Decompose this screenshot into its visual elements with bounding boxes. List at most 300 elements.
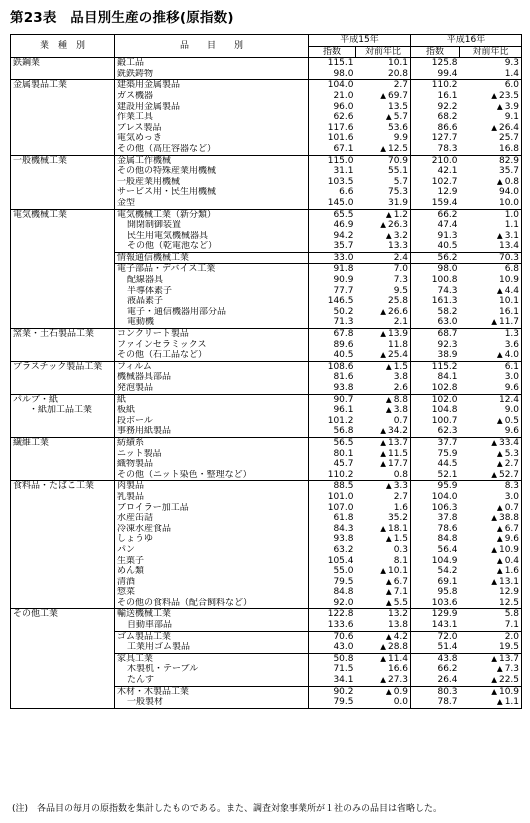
cell-value: 9.1 xyxy=(504,112,520,123)
index-h16 xyxy=(411,286,460,297)
index-h16 xyxy=(411,372,460,383)
negative-triangle-icon: ▲ xyxy=(385,209,392,219)
cell-value: 43.0 xyxy=(333,642,354,653)
industry-cell xyxy=(11,449,115,460)
cell-value: 28.8 xyxy=(387,642,409,653)
change-h16 xyxy=(460,220,522,231)
cell-value: 7.3 xyxy=(393,275,409,286)
cell-value: 88.5 xyxy=(333,481,354,492)
cell-value: 146.5 xyxy=(327,296,354,307)
table-row xyxy=(11,155,522,166)
negative-triangle-icon: ▲ xyxy=(380,653,386,663)
industry-cell xyxy=(11,620,115,631)
index-h16 xyxy=(411,524,460,535)
change-h16 xyxy=(460,426,522,437)
industry-cell xyxy=(11,350,115,361)
table-row xyxy=(11,394,522,405)
header-year-h15: 平成15年 xyxy=(309,35,411,47)
index-h15 xyxy=(309,372,356,383)
item-name: ゴム製品工業 xyxy=(115,631,309,642)
change-h16 xyxy=(460,492,522,503)
cell-value: 26.6 xyxy=(387,306,409,317)
index-h15 xyxy=(309,416,356,427)
change-h15 xyxy=(356,631,411,642)
cell-value: 47.4 xyxy=(437,220,458,231)
cell-value: 50.2 xyxy=(333,306,354,317)
industry-cell xyxy=(11,144,115,155)
item-name: 金属工作機械 xyxy=(115,155,309,166)
cell-value: 25.8 xyxy=(387,296,409,307)
index-h15 xyxy=(309,329,356,340)
negative-triangle-icon: ▲ xyxy=(496,502,503,512)
item-name: その他（石工品など） xyxy=(115,350,309,361)
table-row xyxy=(11,598,522,609)
change-h15 xyxy=(356,513,411,524)
cell-value: 94.0 xyxy=(498,187,520,198)
cell-value: 79.5 xyxy=(333,697,354,708)
change-h15 xyxy=(356,241,411,252)
index-h15 xyxy=(309,91,356,102)
index-h15 xyxy=(309,587,356,598)
change-h15 xyxy=(356,361,411,372)
item-name: 木材・木製品工業 xyxy=(115,686,309,697)
index-h16 xyxy=(411,133,460,144)
cell-value: 108.6 xyxy=(327,361,354,372)
cell-value: 13.1 xyxy=(498,576,520,587)
cell-value: 1.6 xyxy=(393,502,409,513)
industry-cell: ・紙加工品工業 xyxy=(11,405,115,416)
cell-value: 52.7 xyxy=(498,469,520,480)
item-name: 一般製材 xyxy=(115,697,309,708)
table-row xyxy=(11,642,522,653)
industry-cell: パルプ・紙 xyxy=(11,394,115,405)
negative-triangle-icon: ▲ xyxy=(380,350,386,360)
item-name: 紡績糸 xyxy=(115,437,309,448)
cell-value: 46.9 xyxy=(333,220,354,231)
change-h16 xyxy=(460,329,522,340)
cell-value: 2.6 xyxy=(393,383,409,393)
industry-cell xyxy=(11,664,115,675)
change-h15 xyxy=(356,664,411,675)
index-h16 xyxy=(411,123,460,134)
negative-triangle-icon: ▲ xyxy=(380,90,386,100)
cell-value: 94.2 xyxy=(333,230,354,241)
cell-value: 104.0 xyxy=(327,80,354,91)
item-name: しょうゆ xyxy=(115,534,309,545)
index-h16 xyxy=(411,177,460,188)
index-h16 xyxy=(411,577,460,588)
table-row xyxy=(11,133,522,144)
industry-cell xyxy=(11,123,115,134)
cell-value: 96.1 xyxy=(333,405,354,416)
item-name: ファインセラミックス xyxy=(115,340,309,351)
industry-cell xyxy=(11,577,115,588)
industry-cell xyxy=(11,545,115,556)
index-h15 xyxy=(309,513,356,524)
cell-value: 91.8 xyxy=(333,264,354,275)
index-h15 xyxy=(309,642,356,653)
cell-value: 33.0 xyxy=(333,252,354,263)
industry-cell xyxy=(11,177,115,188)
item-name: 作業工具 xyxy=(115,112,309,123)
cell-value: 78.6 xyxy=(437,523,458,534)
index-h15 xyxy=(309,123,356,134)
industry-cell xyxy=(11,426,115,437)
cell-value: 26.4 xyxy=(498,122,520,133)
negative-triangle-icon: ▲ xyxy=(380,523,386,533)
change-h15 xyxy=(356,80,411,91)
change-h15 xyxy=(356,653,411,664)
cell-value: 10.9 xyxy=(498,275,520,286)
negative-triangle-icon: ▲ xyxy=(380,426,386,436)
index-h15 xyxy=(309,231,356,242)
table-row xyxy=(11,664,522,675)
index-h15 xyxy=(309,697,356,708)
cell-value: 6.8 xyxy=(504,264,520,275)
cell-value: 2.0 xyxy=(504,631,520,642)
negative-triangle-icon: ▲ xyxy=(491,317,497,327)
cell-value: 2.7 xyxy=(504,459,520,470)
cell-value: 68.2 xyxy=(437,112,458,123)
negative-triangle-icon: ▲ xyxy=(491,686,497,696)
cell-value: 44.5 xyxy=(437,459,458,470)
item-name: 鍛工品 xyxy=(115,58,309,69)
negative-triangle-icon: ▲ xyxy=(380,437,386,447)
negative-triangle-icon: ▲ xyxy=(385,576,392,586)
index-h16 xyxy=(411,209,460,220)
cell-value: 6.6 xyxy=(339,187,354,198)
cell-value: 92.0 xyxy=(333,597,354,608)
item-name: 織物製品 xyxy=(115,459,309,470)
cell-value: 25.4 xyxy=(387,350,409,361)
item-name: ニット製品 xyxy=(115,449,309,460)
cell-value: 159.4 xyxy=(431,197,458,208)
negative-triangle-icon: ▲ xyxy=(491,653,497,663)
industry-cell: その他工業 xyxy=(11,609,115,620)
change-h15 xyxy=(356,220,411,231)
index-h15 xyxy=(309,503,356,514)
cell-value: 99.4 xyxy=(437,68,458,79)
negative-triangle-icon: ▲ xyxy=(496,230,503,240)
item-name: 一般産業用機械 xyxy=(115,177,309,188)
table-row xyxy=(11,198,522,209)
cell-value: 0.5 xyxy=(504,415,520,426)
cell-value: 37.7 xyxy=(437,437,458,448)
index-h16 xyxy=(411,437,460,448)
cell-value: 90.9 xyxy=(333,275,354,286)
cell-value: 70.3 xyxy=(498,252,520,263)
item-name: 段ボール xyxy=(115,416,309,427)
change-h15 xyxy=(356,177,411,188)
index-h15 xyxy=(309,556,356,567)
cell-value: 78.3 xyxy=(437,143,458,154)
change-h16 xyxy=(460,513,522,524)
cell-value: 1.0 xyxy=(504,209,520,220)
index-h16 xyxy=(411,317,460,328)
negative-triangle-icon: ▲ xyxy=(496,459,503,469)
change-h16 xyxy=(460,503,522,514)
change-h15 xyxy=(356,112,411,123)
index-h15 xyxy=(309,631,356,642)
index-h15 xyxy=(309,58,356,69)
index-h16 xyxy=(411,58,460,69)
negative-triangle-icon: ▲ xyxy=(380,306,386,316)
cell-value: 0.0 xyxy=(393,697,409,708)
cell-value: 4.0 xyxy=(504,350,520,361)
index-h16 xyxy=(411,513,460,524)
negative-triangle-icon: ▲ xyxy=(385,534,392,544)
item-name: 情報通信機械工業 xyxy=(115,252,309,264)
index-h16 xyxy=(411,566,460,577)
cell-value: 125.8 xyxy=(431,58,458,69)
industry-cell xyxy=(11,91,115,102)
item-name: フィルム xyxy=(115,361,309,372)
cell-value: 106.3 xyxy=(431,502,458,513)
item-name: 銑鉄鋳物 xyxy=(115,69,309,80)
cell-value: 7.0 xyxy=(393,264,409,275)
index-h16 xyxy=(411,155,460,166)
item-name: 冷凍水産食品 xyxy=(115,524,309,535)
cell-value: 13.7 xyxy=(387,437,409,448)
change-h16 xyxy=(460,102,522,113)
cell-value: 13.2 xyxy=(387,609,409,620)
change-h15 xyxy=(356,155,411,166)
table-row xyxy=(11,102,522,113)
table-row xyxy=(11,112,522,123)
negative-triangle-icon: ▲ xyxy=(385,230,392,240)
industry-cell xyxy=(11,317,115,328)
table-row xyxy=(11,177,522,188)
industry-cell xyxy=(11,631,115,642)
cell-value: 9.6 xyxy=(504,426,520,437)
cell-value: 74.3 xyxy=(437,285,458,296)
industry-cell xyxy=(11,112,115,123)
change-h16 xyxy=(460,437,522,448)
industry-cell: 窯業・土石製品工業 xyxy=(11,329,115,340)
change-h15 xyxy=(356,620,411,631)
cell-value: 1.5 xyxy=(393,361,409,372)
cell-value: 2.4 xyxy=(393,252,409,263)
change-h15 xyxy=(356,209,411,220)
index-h15 xyxy=(309,664,356,675)
negative-triangle-icon: ▲ xyxy=(491,437,497,447)
cell-value: 71.5 xyxy=(333,664,354,675)
cell-value: 104.8 xyxy=(431,405,458,416)
table-row xyxy=(11,503,522,514)
change-h15 xyxy=(356,123,411,134)
index-h15 xyxy=(309,166,356,177)
table-row xyxy=(11,372,522,383)
cell-value: 115.2 xyxy=(431,361,458,372)
change-h16 xyxy=(460,307,522,318)
negative-triangle-icon: ▲ xyxy=(496,534,503,544)
table-row xyxy=(11,437,522,448)
table-row xyxy=(11,329,522,340)
cell-value: 101.6 xyxy=(327,133,354,144)
negative-triangle-icon: ▲ xyxy=(491,576,497,586)
cell-value: 72.0 xyxy=(437,631,458,642)
index-h16 xyxy=(411,426,460,437)
change-h15 xyxy=(356,91,411,102)
cell-value: 84.1 xyxy=(437,372,458,383)
item-name: 輸送機械工業 xyxy=(115,609,309,620)
change-h15 xyxy=(356,481,411,492)
cell-value: 3.2 xyxy=(393,230,409,241)
change-h15 xyxy=(356,492,411,503)
cell-value: 19.5 xyxy=(498,642,520,653)
cell-value: 56.5 xyxy=(333,437,354,448)
change-h16 xyxy=(460,631,522,642)
change-h15 xyxy=(356,187,411,198)
index-h15 xyxy=(309,383,356,394)
change-h15 xyxy=(356,144,411,155)
cell-value: 2.7 xyxy=(393,80,409,91)
change-h16 xyxy=(460,587,522,598)
change-h15 xyxy=(356,642,411,653)
index-h16 xyxy=(411,609,460,620)
cell-value: 16.8 xyxy=(498,143,520,154)
change-h16 xyxy=(460,653,522,664)
cell-value: 75.3 xyxy=(387,187,409,198)
index-h15 xyxy=(309,209,356,220)
change-h15 xyxy=(356,524,411,535)
header-index-h15: 指数 xyxy=(309,46,356,58)
change-h16 xyxy=(460,481,522,492)
index-h15 xyxy=(309,317,356,328)
index-h15 xyxy=(309,286,356,297)
cell-value: 7.3 xyxy=(504,664,520,675)
index-h15 xyxy=(309,241,356,252)
industry-cell xyxy=(11,102,115,113)
index-h16 xyxy=(411,80,460,91)
header-change-h16: 対前年比 xyxy=(460,46,522,58)
change-h15 xyxy=(356,503,411,514)
industry-cell: 一般機械工業 xyxy=(11,155,115,166)
index-h16 xyxy=(411,264,460,275)
cell-value: 31.1 xyxy=(333,166,354,177)
cell-value: 3.8 xyxy=(393,405,409,416)
header-year-h16: 平成16年 xyxy=(411,35,522,47)
index-h16 xyxy=(411,587,460,598)
cell-value: 42.1 xyxy=(437,166,458,177)
index-h16 xyxy=(411,534,460,545)
index-h15 xyxy=(309,220,356,231)
table-row xyxy=(11,686,522,697)
cell-value: 66.2 xyxy=(437,209,458,220)
table-row xyxy=(11,697,522,708)
index-h15 xyxy=(309,69,356,80)
cell-value: 1.4 xyxy=(504,68,520,79)
negative-triangle-icon: ▲ xyxy=(496,415,503,425)
change-h16 xyxy=(460,144,522,155)
cell-value: 10.1 xyxy=(387,566,409,577)
change-h15 xyxy=(356,566,411,577)
cell-value: 75.9 xyxy=(437,448,458,459)
change-h16 xyxy=(460,675,522,686)
change-h16 xyxy=(460,577,522,588)
cell-value: 103.5 xyxy=(327,176,354,187)
change-h16 xyxy=(460,209,522,220)
index-h15 xyxy=(309,198,356,209)
cell-value: 0.4 xyxy=(504,555,520,566)
change-h15 xyxy=(356,383,411,394)
cell-value: 96.0 xyxy=(333,101,354,112)
cell-value: 40.5 xyxy=(437,241,458,252)
table-row xyxy=(11,123,522,134)
index-h15 xyxy=(309,296,356,307)
table-row xyxy=(11,264,522,275)
industry-cell xyxy=(11,296,115,307)
item-name: 開閉制御装置 xyxy=(115,220,309,231)
cell-value: 40.5 xyxy=(333,350,354,361)
cell-value: 2.7 xyxy=(393,491,409,502)
item-name: 木製机・テーブル xyxy=(115,664,309,675)
table-row xyxy=(11,275,522,286)
index-h16 xyxy=(411,664,460,675)
index-h16 xyxy=(411,198,460,209)
item-name: その他（高圧容器など） xyxy=(115,144,309,155)
index-h16 xyxy=(411,275,460,286)
cell-value: 27.3 xyxy=(387,675,409,686)
cell-value: 2.1 xyxy=(393,317,409,328)
index-h15 xyxy=(309,609,356,620)
cell-value: 26.4 xyxy=(437,675,458,686)
table-row xyxy=(11,631,522,642)
index-h15 xyxy=(309,112,356,123)
cell-value: 1.1 xyxy=(504,220,520,231)
negative-triangle-icon: ▲ xyxy=(385,405,392,415)
change-h15 xyxy=(356,340,411,351)
change-h16 xyxy=(460,187,522,198)
industry-cell xyxy=(11,416,115,427)
cell-value: 86.6 xyxy=(437,122,458,133)
cell-value: 0.9 xyxy=(393,686,409,697)
cell-value: 133.6 xyxy=(327,620,354,631)
table-row xyxy=(11,350,522,361)
index-h15 xyxy=(309,566,356,577)
index-h16 xyxy=(411,405,460,416)
cell-value: 38.9 xyxy=(437,350,458,361)
industry-cell: 鉄鋼業 xyxy=(11,58,115,69)
cell-value: 34.1 xyxy=(333,675,354,686)
item-name: ブロイラー加工品 xyxy=(115,503,309,514)
item-name: パン xyxy=(115,545,309,556)
table-row xyxy=(11,609,522,620)
negative-triangle-icon: ▲ xyxy=(491,122,497,132)
table-row xyxy=(11,459,522,470)
cell-value: 16.1 xyxy=(498,306,520,317)
header-item: 品 目 別 xyxy=(115,35,309,58)
negative-triangle-icon: ▲ xyxy=(496,350,503,360)
table-row xyxy=(11,470,522,481)
index-h15 xyxy=(309,524,356,535)
change-h16 xyxy=(460,286,522,297)
item-name: 生菓子 xyxy=(115,556,309,567)
cell-value: 5.5 xyxy=(393,597,409,608)
index-h16 xyxy=(411,675,460,686)
change-h15 xyxy=(356,545,411,556)
item-name: 家具工業 xyxy=(115,653,309,664)
item-name: その他の特殊産業用機械 xyxy=(115,166,309,177)
change-h15 xyxy=(356,675,411,686)
industry-cell: 金属製品工業 xyxy=(11,80,115,91)
cell-value: 105.4 xyxy=(327,555,354,566)
index-h16 xyxy=(411,241,460,252)
cell-value: 10.9 xyxy=(498,544,520,555)
cell-value: 51.4 xyxy=(437,642,458,653)
cell-value: 6.7 xyxy=(504,523,520,534)
change-h16 xyxy=(460,524,522,535)
